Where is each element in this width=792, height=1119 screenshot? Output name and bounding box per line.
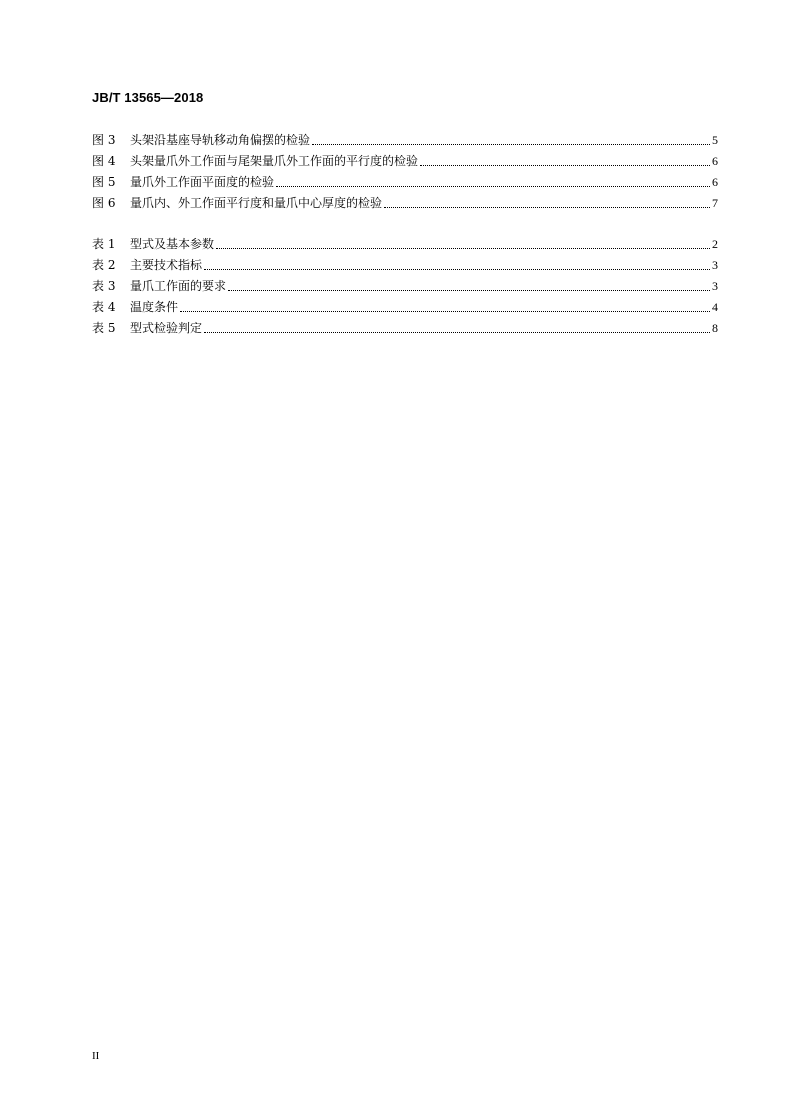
toc-entry-page: 4 xyxy=(712,300,718,314)
toc-entry-table-5[interactable] xyxy=(92,318,718,339)
table-list xyxy=(92,234,718,339)
toc-entry-label: 表 2 xyxy=(92,258,116,272)
toc-entry-title: 主要技术指标 xyxy=(130,258,203,272)
toc-entry-label: 表 5 xyxy=(92,321,116,335)
document-code: JB/T 13565—2018 xyxy=(92,90,204,105)
toc-entry-title: 头架量爪外工作面与尾架量爪外工作面的平行度的检验 xyxy=(130,154,419,168)
toc-entry-figure-3[interactable] xyxy=(92,130,718,151)
toc-entry-title: 量爪工作面的要求 xyxy=(130,279,227,293)
toc-entry-table-3[interactable] xyxy=(92,276,718,297)
toc-entry-table-4[interactable] xyxy=(92,297,718,318)
toc-entry-page: 5 xyxy=(712,133,718,147)
dot-leader xyxy=(384,206,710,208)
toc-entry-page: 6 xyxy=(712,154,718,168)
dot-leader xyxy=(312,143,710,145)
toc-entry-label: 图 3 xyxy=(92,133,116,147)
page-number: II xyxy=(92,1050,100,1062)
toc-entry-title: 型式及基本参数 xyxy=(130,237,215,251)
toc-entry-figure-5[interactable] xyxy=(92,172,718,193)
toc-entry-page: 3 xyxy=(712,258,718,272)
toc-entry-page: 3 xyxy=(712,279,718,293)
toc-entry-title: 量爪内、外工作面平行度和量爪中心厚度的检验 xyxy=(130,196,383,210)
toc-entry-table-1[interactable] xyxy=(92,234,718,255)
dot-leader xyxy=(204,268,710,270)
toc-entry-title: 头架沿基座导轨移动角偏摆的检验 xyxy=(130,133,311,147)
toc-entry-page: 6 xyxy=(712,175,718,189)
toc-entry-table-2[interactable] xyxy=(92,255,718,276)
dot-leader xyxy=(216,247,710,249)
toc-entry-title: 量爪外工作面平面度的检验 xyxy=(130,175,275,189)
dot-leader xyxy=(228,289,710,291)
toc-entry-page: 7 xyxy=(712,196,718,210)
dot-leader xyxy=(420,164,710,166)
figure-list xyxy=(92,130,718,214)
toc-entry-page: 8 xyxy=(712,321,718,335)
toc-entry-label: 图 4 xyxy=(92,154,116,168)
toc-entry-title: 温度条件 xyxy=(130,300,179,314)
dot-leader xyxy=(180,310,710,312)
toc-entry-title: 型式检验判定 xyxy=(130,321,203,335)
toc-entry-label: 表 3 xyxy=(92,279,116,293)
dot-leader xyxy=(204,331,710,333)
toc-entry-label: 表 4 xyxy=(92,300,116,314)
dot-leader xyxy=(276,185,710,187)
toc-entry-label: 表 1 xyxy=(92,237,116,251)
toc-entry-figure-4[interactable] xyxy=(92,151,718,172)
toc-entry-page: 2 xyxy=(712,237,718,251)
toc-entry-label: 图 6 xyxy=(92,196,116,210)
toc-entry-label: 图 5 xyxy=(92,175,116,189)
toc-entry-figure-6[interactable] xyxy=(92,193,718,214)
